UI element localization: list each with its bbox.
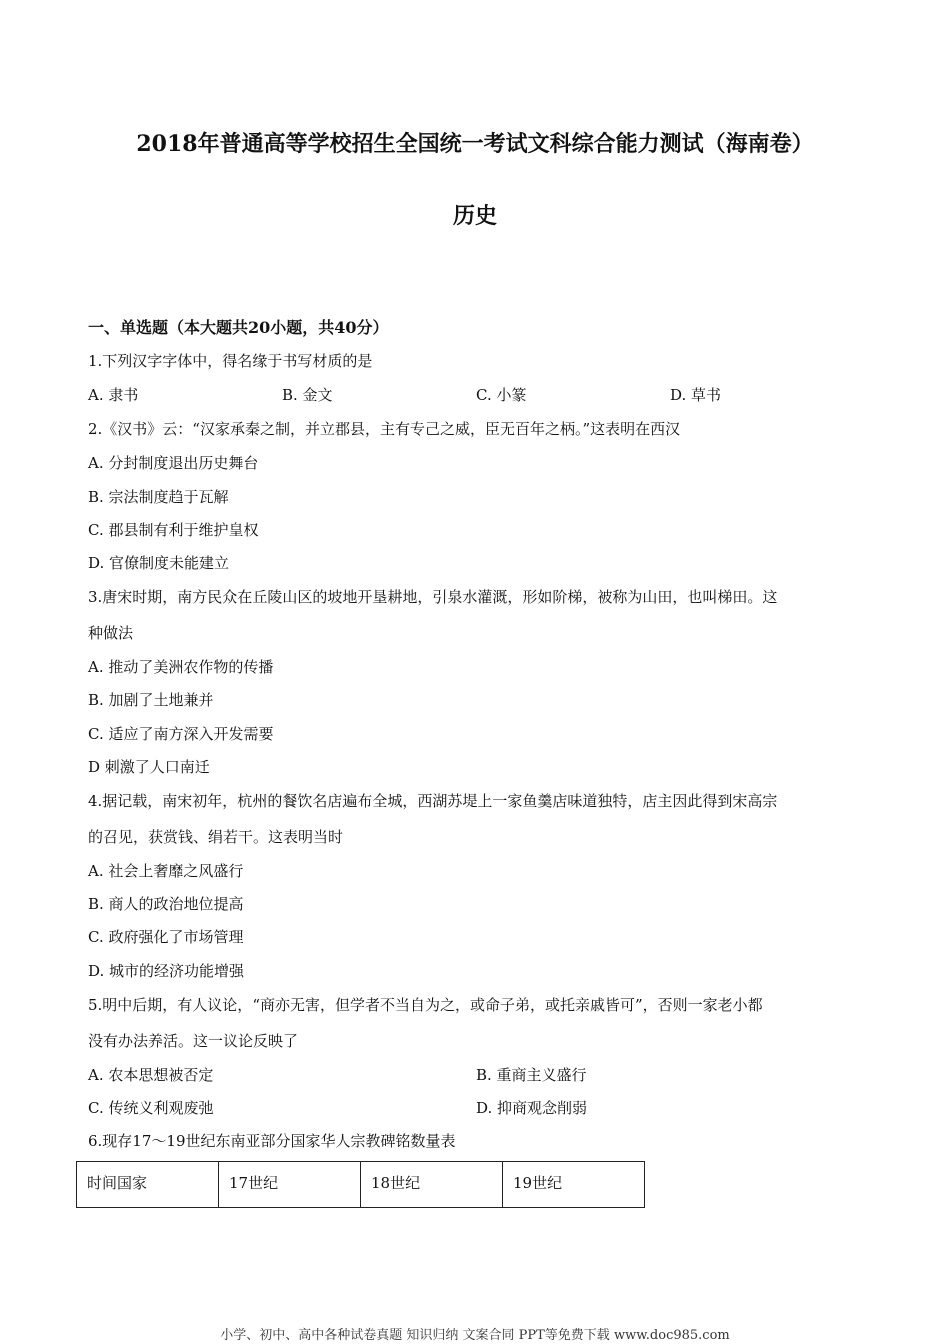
q4-stem-line1: 4.据记载，南宋初年，杭州的餐饮名店遍布全城，西湖苏堤上一家鱼羹店味道独特，店主因此得到宋高宗 <box>88 792 778 810</box>
q2-option-a: A. 分封制度退出历史舞台 <box>88 454 259 472</box>
q3-option-d: D 刺激了人口南迁 <box>88 758 210 776</box>
table-header-cell: 时间国家 <box>77 1162 219 1208</box>
page-footer: 小学、初中、高中各种试卷真题 知识归纳 文案合同 PPT等免费下载 www.doc985.com <box>220 1328 730 1343</box>
document-title: 2018年普通高等学校招生全国统一考试文科综合能力测试（海南卷） <box>136 131 814 157</box>
q5-stem-line2: 没有办法养活。这一议论反映了 <box>88 1032 299 1050</box>
q3-option-b: B. 加剧了土地兼并 <box>88 691 214 709</box>
q1-stem: 1.下列汉字字体中，得名缘于书写材质的是 <box>88 352 373 370</box>
q4-stem-line2: 的召见，获赏钱、绢若干。这表明当时 <box>88 828 344 846</box>
q5-stem-line1: 5.明中后期，有人议论，“商亦无害，但学者不当自为之，或命子弟，或托亲戚皆可”，否则一家老小都 <box>88 996 763 1014</box>
q3-option-a: A. 推动了美洲农作物的传播 <box>88 658 274 676</box>
table-header-cell: 18世纪 <box>361 1162 503 1208</box>
q4-option-c: C. 政府强化了市场管理 <box>88 928 244 946</box>
table-header-row <box>77 1162 645 1208</box>
q1-option-b: B. 金文 <box>282 386 333 404</box>
q1-option-a: A. 隶书 <box>88 386 139 404</box>
q5-option-a: A. 农本思想被否定 <box>88 1066 214 1084</box>
q2-option-c: C. 郡县制有利于维护皇权 <box>88 521 259 539</box>
section-heading: 一、单选题（本大题共20小题，共40分） <box>88 318 389 337</box>
q6-stem: 6.现存17～19世纪东南亚部分国家华人宗教碑铭数量表 <box>88 1132 456 1150</box>
q5-option-c: C. 传统义利观废弛 <box>88 1099 214 1117</box>
q2-option-b: B. 宗法制度趋于瓦解 <box>88 488 229 506</box>
q5-option-d: D. 抑商观念削弱 <box>476 1099 588 1117</box>
table-header-cell: 17世纪 <box>219 1162 361 1208</box>
q5-option-b: B. 重商主义盛行 <box>476 1066 587 1084</box>
q2-stem: 2.《汉书》云：“汉家承秦之制，并立郡县，主有专己之威，臣无百年之柄。”这表明在西汉 <box>88 420 681 438</box>
q3-stem-line2: 种做法 <box>88 624 134 642</box>
table-header-cell: 19世纪 <box>503 1162 645 1208</box>
inscription-table <box>76 1161 645 1208</box>
q2-option-d: D. 官僚制度未能建立 <box>88 554 230 572</box>
q4-option-d: D. 城市的经济功能增强 <box>88 962 245 980</box>
q1-option-d: D. 草书 <box>670 386 722 404</box>
q1-option-c: C. 小篆 <box>476 386 527 404</box>
q3-option-c: C. 适应了南方深入开发需要 <box>88 725 274 743</box>
q3-stem-line1: 3.唐宋时期，南方民众在丘陵山区的坡地开垦耕地，引泉水灌溉，形如阶梯，被称为山田，也叫梯田。这 <box>88 588 778 606</box>
q4-option-b: B. 商人的政治地位提高 <box>88 895 244 913</box>
document-subtitle: 历史 <box>452 203 497 229</box>
q4-option-a: A. 社会上奢靡之风盛行 <box>88 862 244 880</box>
